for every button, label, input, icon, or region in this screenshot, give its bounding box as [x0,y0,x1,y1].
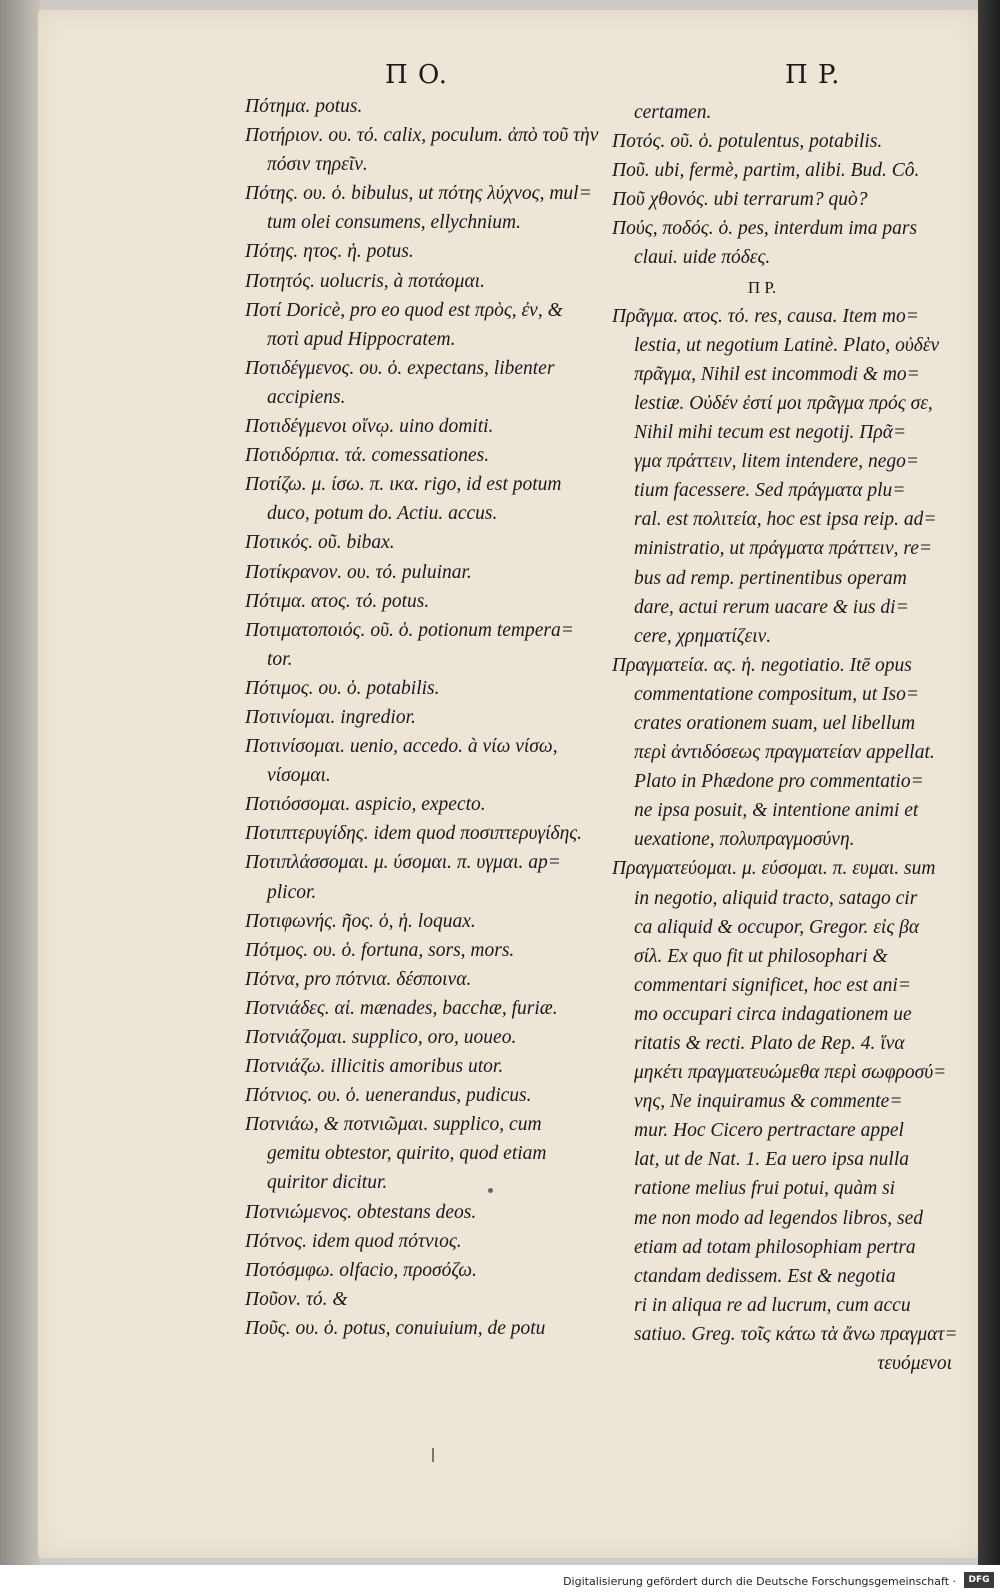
dictionary-line: σίλ. Ex quo fit ut philosophari & [634,945,888,967]
dictionary-line: Ποτιδόρπια. τά. comessationes. [245,445,490,467]
dictionary-line: Ποτνιώμενος. obtestans deos. [245,1201,477,1223]
dictionary-line: gemitu obtestor, quirito, quod etiam [267,1143,547,1165]
dictionary-line: γμα πράττειν, litem intendere, nego= [634,451,920,473]
dictionary-line: Plato in Phædone pro commentatio= [634,771,924,793]
dictionary-line: Ποτικός. οῦ. bibax. [245,532,395,554]
running-head-right: Π P. [785,60,841,90]
dictionary-line: quiritor dicitur. [267,1172,388,1194]
dictionary-line: Ποῦ. ubi, fermè, partim, alibi. Bud. Cô. [612,160,920,182]
ink-dot-mark [488,1188,493,1193]
dictionary-line: Πότμος. ου. ὁ. fortuna, sors, mors. [245,939,515,961]
dictionary-line: Ποτνιάδες. αἱ. mænades, bacchæ, furiæ. [245,997,558,1019]
dictionary-line: crates orationem suam, uel libellum [634,712,916,734]
dictionary-line: περὶ ἀντιδόσεως πραγματείαν appellat. [634,742,935,764]
dictionary-line: in negotio, aliquid tracto, satago cir [634,887,918,909]
dictionary-line: Πότημα. potus. [245,96,363,117]
dictionary-line: Πότνιος. ου. ὁ. uenerandus, pudicus. [245,1085,532,1107]
dictionary-line: ministratio, ut πράγματα πράττειν, re= [634,538,933,560]
dictionary-line: Πότης. ητος. ἡ. potus. [245,241,414,263]
dictionary-line: ratione melius frui potui, quàm si [634,1178,896,1200]
dictionary-line: accipiens. [267,386,346,408]
dictionary-line: Ποτόσμφω. olfacio, προσόζω. [245,1259,477,1281]
dictionary-line: πόσιν τηρεῖν. [267,154,368,176]
dictionary-line: πρᾶγμα, Nihil est incommodi & mo= [634,363,920,385]
dictionary-line: Ποτητός. uolucris, à ποτάομαι. [245,270,485,292]
footer-credit: Digitalisierung gefördert durch die Deutsche Forschungsgemeinschaft · [563,1575,956,1588]
dictionary-line: uexatione, πολυπραγμοσύνη. [634,829,855,851]
left-column [245,92,599,1343]
dictionary-line: ποτὶ apud Hippocratem. [267,328,456,350]
dictionary-line: Πότνα, pro πότνια. δέσποινα. [245,968,472,990]
dictionary-line: Ποτιφωνής. ῆος. ὁ, ἡ. loquax. [245,910,476,932]
dictionary-line: lat, ut de Nat. 1. Ea uero ipsa nulla [634,1149,909,1171]
dfg-logo-icon: DFG [964,1572,994,1588]
dictionary-line: cere, χρηματίζειν. [634,625,772,647]
dictionary-line: ri in aliqua re ad lucrum, cum accu [634,1294,911,1316]
dictionary-line: Πότιμος. ου. ὁ. potabilis. [245,677,440,699]
dictionary-line: μηκέτι πραγματευώμεθα περὶ σωφροσύ= [634,1062,947,1084]
dictionary-line: Ποτιόσσομαι. aspicio, expecto. [245,794,486,816]
dictionary-line: Ποτός. οῦ. ὁ. potulentus, potabilis. [612,131,883,153]
dictionary-line: ctandam dedissem. Est & negotia [634,1265,896,1287]
dictionary-line: Ποτιπτερυγίδης. idem quod ποσιπτερυγίδης. [245,823,583,845]
dictionary-line: Ποῦ χθονός. ubi terrarum? quò? [612,189,868,211]
dictionary-line: Ποτήριον. ου. τό. calix, poculum. ἀπὸ τοῦ τὴν [245,125,599,147]
dictionary-line: tum olei consumens, ellychnium. [267,212,521,234]
dictionary-line: tor. [267,648,293,670]
dictionary-line: plicor. [267,881,317,903]
dictionary-line: lestiæ. Οὐδέν ἐστί μοι πρᾶγμα πρός σε, [634,392,933,414]
dictionary-line: Ποτίκρανον. ου. τό. puluinar. [245,561,472,583]
dictionary-line: Πότης. ου. ὁ. bibulus, ut πότης λύχνος, mul= [245,183,592,205]
dictionary-line: Ποτίζω. μ. ίσω. π. ικα. rigo, id est potum [245,474,562,496]
dictionary-line: Πούς, ποδός. ὁ. pes, interdum ima pars [612,218,918,240]
right-column [612,98,958,1378]
dictionary-line: Ποτνιάζω. illicitis amoribus utor. [245,1056,504,1078]
dictionary-line: Πρᾶγμα. ατος. τό. res, causa. Item mo= [612,305,919,327]
dictionary-line: duco, potum do. Actiu. accus. [267,503,498,525]
dictionary-line: ritatis & recti. Plato de Rep. 4. ἵνα [634,1033,905,1054]
dictionary-line: me non modo ad legendos libros, sed [634,1207,924,1229]
dictionary-line: τευόμενοι [877,1353,952,1375]
dictionary-line: commentatione compositum, ut Iso= [634,683,920,705]
dictionary-line: Πραγματεύομαι. μ. εύσομαι. π. ευμαι. sum [612,858,936,880]
dictionary-line: dare, actui rerum uacare & ius di= [634,596,909,618]
dictionary-line: Πότιμα. ατος. τό. potus. [245,590,430,612]
dictionary-line: Nihil mihi tecum est negotij. Πρᾶ= [634,422,907,444]
dictionary-line: ca aliquid & occupor, Gregor. εἰς βα [634,916,920,938]
dictionary-line: Ποτιματοποιός. οῦ. ὁ. potionum tempera= [245,619,574,641]
dictionary-line: lestia, ut negotium Latinè. Plato, οὐδὲν [634,334,940,356]
dictionary-line: bus ad remp. pertinentibus operam [634,567,907,589]
dictionary-line: Ποτνιάζομαι. supplico, oro, uoueo. [245,1027,517,1048]
dictionary-line: Ποτί Doricè, pro eo quod est πρὸς, ἐν, & [245,299,563,321]
dictionary-line: certamen. [634,102,712,123]
dictionary-line: Π P. [747,277,777,297]
dictionary-line: Ποτινίομαι. ingredior. [245,706,416,728]
dictionary-line: Ποῦον. τό. & [245,1288,348,1310]
running-head-left: Π O. [385,60,448,90]
dictionary-line: mur. Hoc Cicero pertractare appel [634,1120,904,1142]
dictionary-line: Ποτνιάω, & ποτνιῶμαι. supplico, cum [245,1114,542,1136]
page-gutter-shadow [0,0,40,1565]
dictionary-line: ne ipsa posuit, & intentione animi et [634,800,919,822]
dictionary-line: νίσομαι. [267,765,331,787]
dictionary-line: Ποτιδέγμενος. ου. ὁ. expectans, libenter [245,357,555,379]
dictionary-line: Πότνος. idem quod πότνιος. [245,1230,462,1252]
dictionary-line: etiam ad totam philosophiam pertra [634,1236,916,1258]
dictionary-line: claui. uide πόδες. [634,247,771,269]
dictionary-line: Ποτιπλάσσομαι. μ. ύσομαι. π. υγμαι. ap= [245,852,561,874]
dictionary-line: Πραγματεία. ας. ἡ. negotiatio. Itē opus [612,654,912,676]
dictionary-line: νης, Ne inquiramus & commente= [634,1091,903,1113]
dictionary-line: commentari significet, hoc est ani= [634,974,911,996]
dictionary-line: ral. est πολιτεία, hoc est ipsa reip. ad= [634,509,937,531]
page-right-edge [978,0,1000,1565]
dictionary-line: satiuo. Greg. τοῖς κάτω τὰ ἄνω πραγματ= [634,1323,958,1345]
dictionary-line: Ποτιδέγμενοι οἴνῳ. uino domiti. [245,416,494,438]
dictionary-line: Ποῦς. ου. ὁ. potus, conuiuium, de potu [245,1317,546,1339]
dictionary-line: Ποτινίσομαι. uenio, accedo. à νίω νίσω, [245,736,558,758]
dictionary-line: mo occupari circa indagationem ue [634,1003,912,1025]
ink-tick-mark [432,1448,434,1462]
dictionary-line: tium facessere. Sed πράγματα plu= [634,480,906,502]
